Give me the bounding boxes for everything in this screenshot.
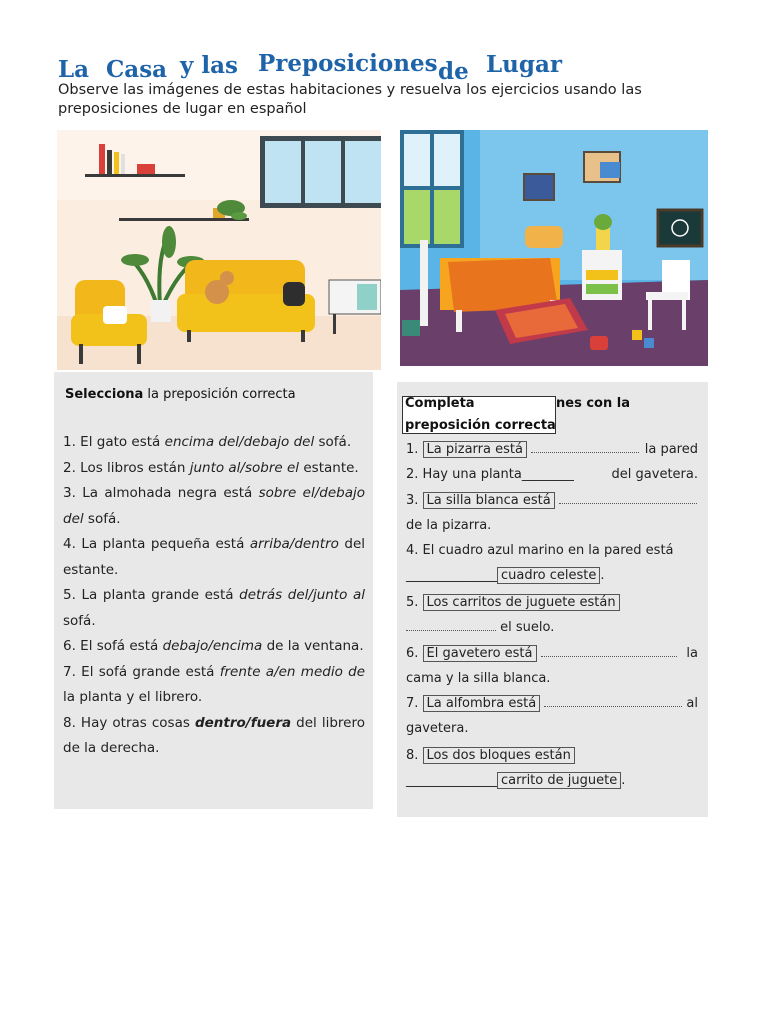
title-word: Lugar	[486, 51, 562, 78]
complete-heading-line2: preposición correcta	[405, 418, 556, 433]
exercise-7: 7. La alfombra está al gavetera.	[406, 696, 698, 736]
title-word: Casa	[106, 56, 168, 83]
exercise-3: 3. La silla blanca está de la pizarra.	[406, 488, 698, 538]
exercise-5: 5. Los carritos de juguete están el suelo.	[406, 590, 698, 640]
complete-heading-cont: nes con la	[556, 396, 630, 411]
exercise-1: 1. La pizarra está la pared	[406, 442, 698, 457]
title-word: de	[438, 58, 469, 85]
select-preposition-heading: Selecciona la preposición correcta	[65, 387, 296, 402]
title-word: La	[58, 56, 90, 83]
answer-blank[interactable]	[541, 644, 677, 657]
instructions-text: Observe las imágenes de estas habitaciones y resuelva los ejercicios usando las preposiciones de lugar en español	[58, 82, 642, 117]
exercise-8: 8. Los dos bloques están ______________ carrito de juguete .	[406, 748, 626, 788]
select-preposition-list	[63, 430, 365, 762]
list-item: 3. La almohada negra está sobre el/debajo del sofá.	[63, 485, 365, 527]
exercise-4: 4. El cuadro azul marino en la pared está ______________ cuadro celeste .	[406, 543, 674, 583]
bedroom-illustration	[400, 130, 708, 366]
title-word: Preposiciones	[258, 50, 438, 77]
living-room-illustration	[57, 130, 381, 370]
exercise-6: 6. El gavetero está la cama y la silla blanca.	[406, 646, 698, 686]
list-item: 2. Los libros están junto al/sobre el estante.	[63, 459, 359, 476]
list-item: 5. La planta grande está detrás del/junto al sofá.	[63, 587, 365, 629]
answer-blank[interactable]	[531, 440, 639, 453]
list-item: 6. El sofá está debajo/encima de la ventana.	[63, 638, 364, 654]
exercise-2: 2. Hay una planta________ del gavetera.	[406, 467, 698, 482]
title-word: y las	[180, 52, 238, 79]
answer-blank[interactable]	[544, 694, 682, 707]
list-item: 1. El gato está encima del/debajo del sofá.	[63, 434, 352, 450]
complete-heading: Completa	[405, 396, 475, 411]
answer-blank[interactable]	[406, 618, 496, 631]
list-item: 4. La planta pequeña está arriba/dentro del estante.	[63, 536, 365, 578]
list-item: 7. El sofá grande está frente a/en medio de la planta y el librero.	[63, 663, 366, 705]
answer-blank[interactable]	[559, 491, 697, 504]
list-item: 8. Hay otras cosas dentro/fuera del librero de la derecha.	[63, 714, 365, 756]
